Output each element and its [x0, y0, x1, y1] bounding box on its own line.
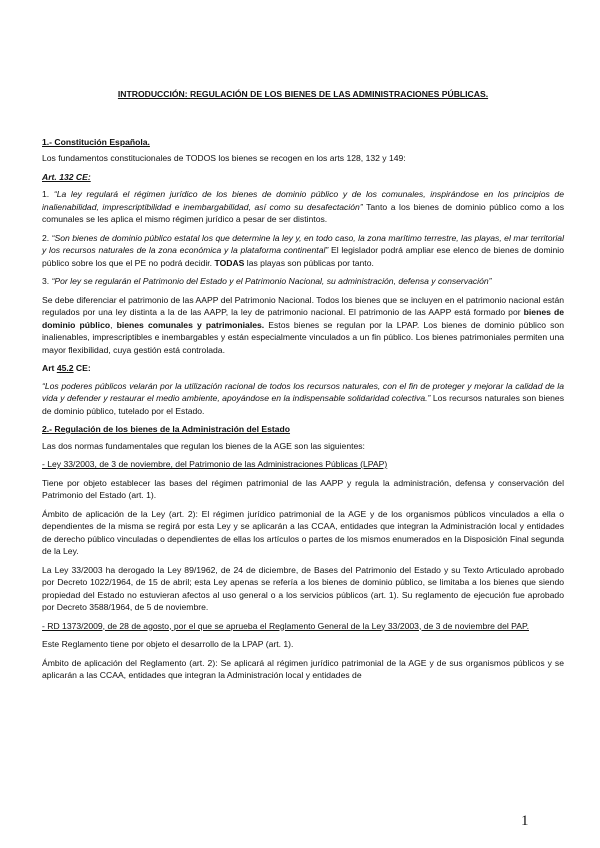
law-33-2003-heading: - Ley 33/2003, de 3 de noviembre, del Patrimonio de las Administraciones Públicas (LPAP): [42, 459, 388, 469]
section-2-heading: 2.- Regulación de los bienes de la Administración del Estado: [42, 424, 291, 434]
p3-quote: “Por ley se regularán el Patrimonio del Estado y el Patrimonio Nacional, su administración, defensa y conservación”: [51, 276, 492, 286]
lpap-derogation-paragraph: La Ley 33/2003 ha derogado la Ley 89/1962, de 24 de diciembre, de Bases del Patrimonio del Estado y su Texto Articulado aprobado por Decreto 1022/1964, de 15 de abril; esta Ley apenas se refería a los bienes de dominio público, se limitaba a los bienes que siendo propiedad del Estado no estuvieran afectos al uso general o a los servicios públicos (art. 1). Su reglamento de ejecución fue aprobado por Decreto 3588/1964, de 5 de noviembre.: [42, 564, 564, 612]
art-132-paragraph-1: [42, 188, 564, 226]
p2-comment: El legislador podrá ampliar ese elenco de bienes de dominio público sobre los que el PE no podrá decidir.: [42, 245, 564, 268]
art-132-paragraph-2: [42, 232, 564, 270]
p2-number: 2.: [42, 232, 50, 243]
p4-text-a: Se debe diferenciar el patrimonio de las AAPP del Patrimonio Nacional. Todos los bienes que se incluyen en el patrimonio nacional están regulados por una ley distinta a la de las AAPP, la ley de patrimonio nacional. El patrimonio de las AAPP está formado por: [42, 294, 564, 317]
section-1-heading: 1.- Constitución Española.: [42, 136, 150, 147]
art-132-text: Art. 132 CE:: [42, 171, 91, 182]
p1-comment: Tanto a los bienes de dominio público como a los comunales se les aplica el mismo régimen jurídico a pesar de ser distintos.: [42, 201, 564, 224]
p5-quote: “Los poderes públicos velarán por la utilización racional de todos los recursos naturales, con el fin de proteger y mejorar la calidad de la vida y defender y restaurar el medio ambiente, apoyándose en la indispensable solidaridad colectiva.”: [42, 380, 564, 403]
document-title: INTRODUCCIÓN: REGULACIÓN DE LOS BIENES DE LAS ADMINISTRACIONES PÚBLICAS.: [117, 89, 489, 99]
p2-bold-word: TODAS: [214, 257, 245, 268]
rd-1373-2009-heading: - RD 1373/2009, de 28 de agosto, por el que se aprueba el Reglamento General de la Ley 33/2003, de 3 de noviembre del PAP.: [42, 620, 529, 631]
p4-bold-1: bienes de dominio público: [42, 307, 564, 330]
art-45-suffix: CE:: [73, 363, 91, 373]
p5-comment: Los recursos naturales son bienes de dominio público, tutelado por el Estado.: [42, 393, 564, 416]
art-132-label: [42, 171, 564, 184]
reglamento-object-paragraph: Este Reglamento tiene por objeto el desarrollo de la LPAP (art. 1).: [42, 639, 294, 649]
p1-number: 1.: [42, 189, 50, 199]
patrimonio-paragraph: [42, 294, 564, 357]
page-number: 1: [521, 813, 529, 829]
lpap-object-paragraph: Tiene por objeto establecer las bases del régimen patrimonial de las AAPP y regula la administración, defensa y conservación del Patrimonio del Estado (art. 1).: [42, 477, 564, 500]
art-45-number: 45.2: [56, 363, 74, 373]
p4-sep: ,: [110, 319, 117, 330]
art-45-paragraph: [42, 380, 564, 418]
p1-quote: “La ley regulará el régimen jurídico de los bienes de dominio público y de los comunales, inspirándose en los principios de inalienabilidad, imprescriptibilidad e inembargabilidad, así como su desafectación”: [42, 189, 564, 212]
art-45-prefix: Art: [42, 363, 57, 373]
page-content: [42, 88, 564, 688]
reglamento-scope-paragraph: Ámbito de aplicación del Reglamento (art. 2): Se aplicará al régimen jurídico patrimonial de la AGE y de sus organismos públicos y se aplicarán a las CCAA, entidades que integran la Administración local y entidades de: [42, 657, 564, 680]
lpap-scope-paragraph: Ámbito de aplicación de la Ley (art. 2): El régimen jurídico patrimonial de la AGE y de los organismos públicos vinculados a ella o dependientes de la misma se regirá por esta Ley y se aplicarán a las CCAA, entidades que integran la Administración local y entidades de derecho público vinculadas o dependientes de ellas los artículos o partes de los mismos enumerados en la Disposición Final segunda de la Ley.: [42, 508, 564, 556]
art-45-label: [42, 362, 564, 375]
art-132-paragraph-3: [42, 275, 564, 288]
section-1-intro: Los fundamentos constitucionales de TODOS los bienes se recogen en los arts 128, 132 y 149:: [42, 153, 406, 163]
section-2-intro: Las dos normas fundamentales que regulan los bienes de la AGE son las siguientes:: [42, 440, 365, 451]
p2-comment-end: las playas son públicas por tanto.: [244, 257, 374, 268]
p2-quote: “Son bienes de dominio público estatal los que determine la ley y, en todo caso, la zona marítimo terrestre, las playas, el mar territorial y los recursos naturales de la zona económica y la plataforma continental”: [42, 232, 564, 255]
p3-number: 3.: [42, 276, 50, 286]
p4-text-c: Estos bienes se regulan por la LPAP. Los bienes de dominio público son inalienables, imprescriptibles e inembargables y están especialmente vinculados a un fin público. Los bienes patrimoniales permiten una mayor flexibilidad, cuya gestión está controlada.: [42, 319, 564, 355]
p4-bold-2: bienes comunales y patrimoniales.: [116, 319, 265, 330]
